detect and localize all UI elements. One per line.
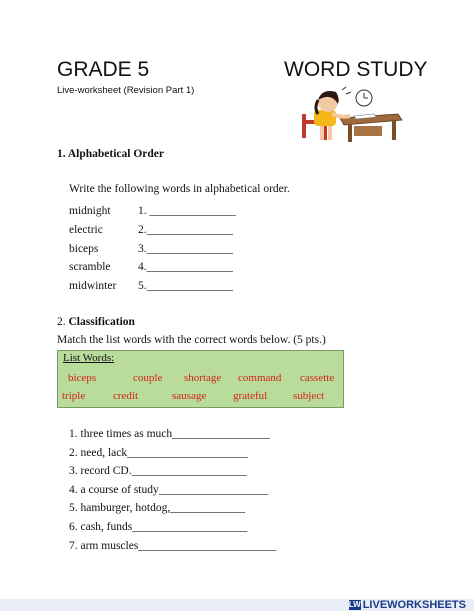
match-item[interactable]: 3. record CD.____________________ [69, 465, 247, 477]
match-item[interactable]: 4. a course of study___________________ [69, 484, 268, 496]
grade-heading: GRADE 5 [57, 58, 150, 81]
logo-text: LIVEWORKSHEETS [362, 599, 466, 611]
word-item: midnight [69, 205, 111, 217]
list-word: command [238, 372, 282, 384]
list-word: grateful [233, 390, 268, 402]
logo-mark-icon: LW [348, 600, 361, 610]
list-word: sausage [172, 390, 207, 402]
word-item: scramble [69, 261, 111, 273]
answer-blank[interactable]: 5._______________ [138, 280, 233, 292]
list-word: couple [133, 372, 163, 384]
list-words-box [57, 350, 344, 408]
list-word: subject [293, 390, 325, 402]
list-word: credit [113, 390, 139, 402]
match-item[interactable]: 2. need, lack_____________________ [69, 447, 248, 459]
match-item[interactable]: 6. cash, funds____________________ [69, 521, 248, 533]
word-item: midwinter [69, 280, 117, 292]
list-word: shortage [184, 372, 222, 384]
match-item[interactable]: 1. three times as much_________________ [69, 428, 270, 440]
section-2-number: 2. [57, 316, 69, 328]
answer-blank[interactable]: 2._______________ [138, 224, 233, 236]
section-2-label: Classification [68, 316, 135, 328]
section-2-title [57, 316, 135, 328]
worksheet-subtitle: Live-worksheet (Revision Part 1) [57, 85, 195, 96]
list-word: triple [62, 390, 86, 402]
section-2-instruction: Match the list words with the correct words below. (5 pts.) [57, 334, 326, 346]
subject-heading: WORD STUDY [284, 58, 428, 81]
list-word: biceps [68, 372, 97, 384]
word-item: electric [69, 224, 103, 236]
answer-blank[interactable]: 1. _______________ [138, 205, 236, 217]
list-word: cassette [300, 372, 335, 384]
list-words-label: List Words: [63, 352, 115, 364]
match-item[interactable]: 5. hamburger, hotdog,_____________ [69, 502, 245, 514]
word-item: biceps [69, 243, 99, 255]
student-at-desk-illustration [292, 84, 404, 144]
section-1-instruction: Write the following words in alphabetical order. [69, 183, 290, 195]
liveworksheets-logo[interactable] [349, 599, 466, 611]
answer-blank[interactable]: 4._______________ [138, 261, 233, 273]
answer-blank[interactable]: 3._______________ [138, 243, 233, 255]
section-1-title: 1. Alphabetical Order [57, 148, 165, 160]
match-item[interactable]: 7. arm muscles________________________ [69, 540, 277, 552]
